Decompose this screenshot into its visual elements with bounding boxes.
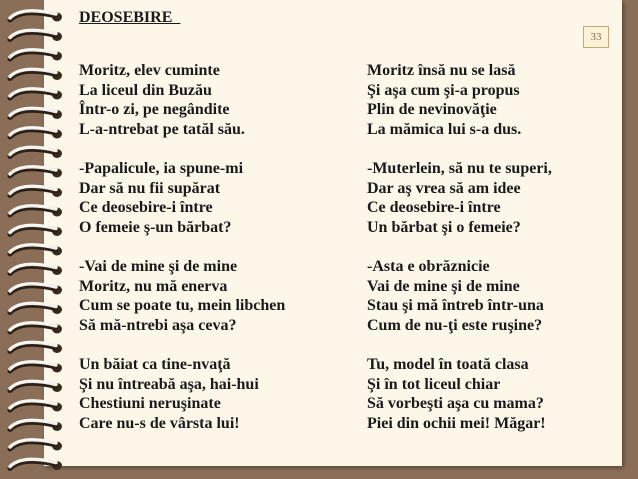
binding-ring-icon: [10, 439, 62, 451]
poem-line: Vai de mine şi de mine: [367, 277, 520, 295]
poem-line: Ce deosebire-i între: [367, 199, 501, 217]
binding-ring-icon: [10, 68, 62, 80]
poem-left-column: [79, 61, 285, 433]
poem-line: O femeie ş-un bărbat?: [79, 218, 232, 236]
poem-line: Moritz însă nu se lasă: [367, 62, 516, 79]
poem-line: La mămica lui s-a dus.: [367, 120, 522, 138]
poem-right-column: [367, 61, 552, 433]
poem-line: Un băiat ca tine-nvaţă: [79, 355, 231, 373]
poem-line: La liceul din Buzău: [79, 81, 212, 99]
poem-line: -Asta e obrăznicie: [367, 257, 490, 275]
poem-line: Să mă-ntrebi aşa ceva?: [79, 316, 237, 334]
stanza: [367, 159, 552, 237]
binding-ring-icon: [10, 419, 62, 431]
binding-ring-icon: [10, 88, 62, 100]
binding-ring-icon: [10, 341, 62, 353]
binding-ring-icon: [10, 29, 62, 41]
binding-ring-icon: [10, 10, 62, 22]
binding-ring-icon: [10, 49, 62, 61]
stanza: [79, 61, 285, 139]
poem-line: -Vai de mine şi de mine: [79, 257, 238, 275]
poem-line: L-a-ntrebat pe tatăl său.: [79, 120, 245, 138]
binding-ring-icon: [10, 400, 62, 412]
page-title: DEOSEBIRE: [79, 9, 181, 26]
poem-line: Dar aş vrea să am idee: [367, 179, 521, 197]
binding-ring-icon: [10, 302, 62, 314]
binding-ring-icon: [10, 146, 62, 158]
poem-line: Tu, model în toată clasa: [367, 355, 529, 373]
stanza: [79, 355, 285, 433]
binding-ring-icon: [10, 322, 62, 334]
poem-line: Cum de nu-ţi este ruşine?: [367, 316, 543, 334]
poem-line: Moritz, elev cuminte: [79, 62, 220, 79]
poem-line: Plin de nevinovăţie: [367, 101, 497, 119]
poem-line: Piei din ochii mei! Măgar!: [367, 414, 546, 432]
binding-ring-icon: [10, 205, 62, 217]
binding-ring-icon: [10, 127, 62, 139]
stanza: [79, 257, 285, 335]
poem-line: -Papalicule, ia spune-mi: [79, 159, 244, 177]
binding-ring-icon: [10, 263, 62, 275]
binding-ring-icon: [10, 185, 62, 197]
binding-ring-icon: [10, 458, 62, 470]
poem-line: Stau şi mă întreb într-una: [367, 297, 544, 315]
binding-ring-icon: [10, 224, 62, 236]
spiral-binding-icon: [2, 0, 62, 479]
poem-line: Care nu-s de vârsta lui!: [79, 414, 240, 432]
poem-line: Şi în tot liceul chiar: [367, 375, 501, 393]
stanza: [367, 257, 552, 335]
stanza: [367, 61, 552, 139]
poem-line: Într-o zi, pe negândite: [79, 101, 230, 119]
binding-ring-icon: [10, 107, 62, 119]
binding-ring-icon: [10, 244, 62, 256]
page-number-badge: 33: [583, 26, 609, 48]
binding-ring-icon: [10, 283, 62, 295]
binding-ring-icon: [10, 361, 62, 373]
poem-line: Să vorbeşti aşa cu mama?: [367, 395, 544, 413]
poem-line: -Muterlein, să nu te superi,: [367, 159, 552, 177]
poem-line: Şi aşa cum şi-a propus: [367, 81, 520, 99]
stanza: [79, 159, 285, 237]
poem-line: Moritz, nu mă enerva: [79, 277, 228, 295]
poem-line: Cum se poate tu, mein libchen: [79, 297, 286, 315]
stanza: [367, 355, 552, 433]
binding-ring-icon: [10, 380, 62, 392]
poem-line: Ce deosebire-i între: [79, 199, 213, 217]
poem-line: Un bărbat şi o femeie?: [367, 218, 521, 236]
poem-line: Şi nu întreabă aşa, hai-hui: [79, 375, 259, 393]
binding-ring-icon: [10, 166, 62, 178]
poem-line: Dar să nu fii supărat: [79, 179, 221, 197]
poem-line: Chestiuni neruşinate: [79, 395, 221, 413]
